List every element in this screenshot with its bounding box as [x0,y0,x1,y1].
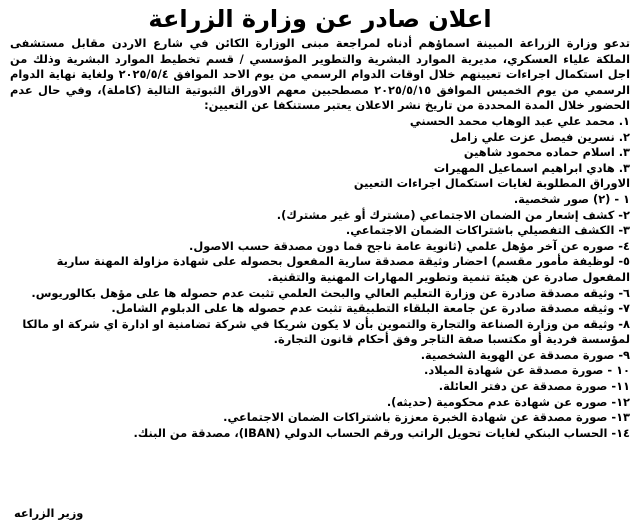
doc-item: ١١- صورة مصدقة عن دفتر العائلة. [438,379,630,394]
names-list [10,114,630,176]
docs-list [10,192,630,442]
doc-item: ٢- كشف إشعار من الضمان الاجتماعي (مشترك أو غير مشترك). [276,207,630,222]
doc-item: ٨- وثيقه من وزارة الصناعة والتجارة والتموين بأن لا يكون شريكا في شركة تضامنية او ادارة اي شركة او مالكا لمؤسسة فردية أو مكتسبا صفة التاجر وفق أحكام قانون التجارة. [22,316,630,347]
doc-item: ١٢- صوره عن شهادة عدم محكومية (حديثه). [386,394,630,409]
name-item: ٢. نسرين فيصل عزت علي زامل [449,129,630,144]
minister-signature: وزير الزراعه [14,506,84,520]
name-item: ٣. اسلام حماده محمود شاهين [463,145,630,160]
announcement-title: اعلان صادر عن وزارة الزراعة [148,5,492,33]
name-item: ١. محمد علي عبد الوهاب محمد الحسني [409,113,630,128]
doc-item: ١٠ - صورة مصدقة عن شهادة الميلاد. [424,363,630,378]
doc-item: ٤- صوره عن آخر مؤهل علمي (ثانوية عامة ناجح فما دون مصدقة حسب الاصول. [189,238,630,253]
doc-item: ١٤- الحساب البنكي لغايات تحويل الراتب ورقم الحساب الدولي (IBAN)، مصدقة من البنك. [133,425,630,440]
doc-item: ٦- وثيقه مصدقة صادرة عن وزارة التعليم العالي والبحث العلمي تثبت عدم حصوله ها على مؤهل بكالوريوس. [31,285,630,300]
intro-paragraph: تدعو وزارة الزراعة المبينة اسماؤهم أدناه لمراجعة مبنى الوزارة الكائن في شارع الاردن مقابل مستشفى الملكة علياء العسكري، مديرية الموارد البشرية والتطوير المؤسسي / قسم تخطيط الموارد البشرية وذلك من اجل استكمال اجراءات تعيينهم خلال اوقات الدوام الرسمي من يوم الاحد الموافق ٢٠٢٥/٥/٤ ولغاية نهاية الدوام الرسمي من يوم الخميس الموافق ٢٠٢٥/٥/١٥ مصطحبين معهم الاوراق الثبوتية التالية (كاملة)، وفي حال عدم الحضور خلال المدة المحددة من تاريخ نشر الاعلان يعتبر مستنكفا عن التعيين: [10,36,630,113]
doc-item: ١٣- صورة مصدقة عن شهادة الخبرة معززة باشتراكات الضمان الاجتماعي. [223,410,630,425]
doc-item: ٣- الكشف التفصيلي باشتراكات الضمان الاجتماعي. [345,223,630,238]
docs-heading: الاوراق المطلوبة لغايات استكمال اجراءات التعيين [353,176,630,191]
doc-item: ٧- وثيقه مصدقة صادرة عن جامعة البلقاء التطبيقية تثبت عدم حصوله ها على الدبلوم الشامل. [111,301,630,316]
doc-item: ١ - (٢) صور شخصية. [513,191,630,206]
doc-item: ٥- لوظيفة مأمور مقسم) احضار وثيقة مصدقة سارية المفعول بحصوله على شهادة مزاولة المهنة سارية المفعول صادرة عن هيئة تنمية وتطوير المهارات المهنية والتقنية. [56,254,630,284]
name-item: ٣. هادي ابراهيم اسماعيل المهيرات [433,160,630,175]
doc-item: ٩- صورة مصدقة عن الهوية الشخصية. [420,347,630,362]
